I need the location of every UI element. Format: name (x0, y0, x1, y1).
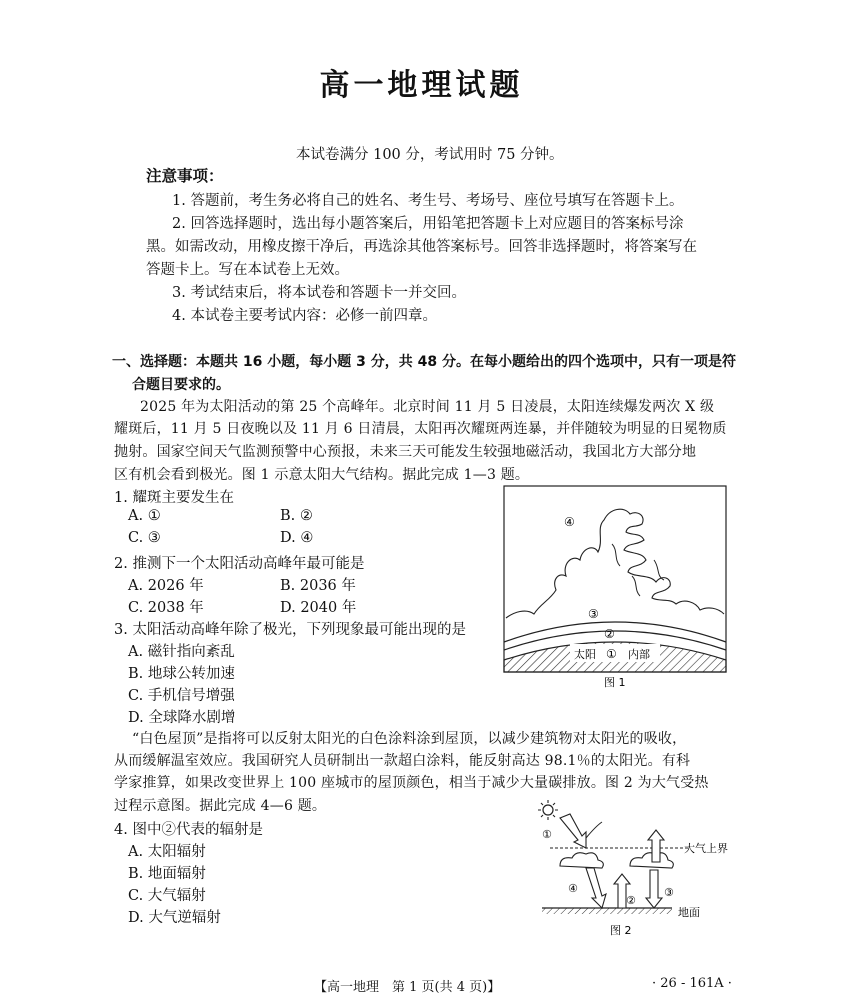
option-c: C. 手机信号增强 (128, 688, 235, 704)
option-b: B. 2036 年 (280, 578, 356, 594)
figure-2-atmosphere-heating (530, 796, 740, 938)
passage-line: “白色屋顶”是指将可以反射太阳光的白色涂料涂到屋顶，以减少建筑物对太阳光的吸收， (132, 731, 687, 747)
option-a: A. 太阳辐射 (128, 844, 206, 860)
label-atmosphere-top: 大气上界 (684, 842, 728, 855)
passage-line: 2025 年为太阳活动的第 25 个高峰年。北京时间 11 月 5 日凌晨，太阳连续爆发两次 X 级 (140, 399, 715, 415)
exam-intro: 本试卷满分 100 分，考试用时 75 分钟。 (296, 147, 564, 163)
section-heading: 一、选择题：本题共 16 小题，每小题 3 分，共 48 分。在每小题给出的四个选项中，只有一项是符 (112, 354, 736, 370)
option-b: B. 地面辐射 (128, 866, 206, 882)
label-1: ① (542, 828, 552, 841)
question-stem: 3. 太阳活动高峰年除了极光，下列现象最可能出现的是 (114, 622, 466, 638)
label-sun: 太阳 (574, 648, 596, 661)
notice-line: 4. 本试卷主要考试内容：必修一前四章。 (172, 308, 437, 324)
label-1: ① (606, 647, 617, 661)
label-3: ③ (588, 607, 599, 621)
page-title: 高一地理试题 (319, 68, 524, 103)
notice-line: 2. 回答选择题时，选出每小题答案后，用铅笔把答题卡上对应题目的答案标号涂 (172, 216, 684, 232)
notice-line: 1. 答题前，考生务必将自己的姓名、考生号、考场号、座位号填写在答题卡上。 (172, 193, 684, 209)
passage-line: 抛射。国家空间天气监测预警中心预报，未来三天可能发生较强地磁活动，我国北方大部分地 (114, 444, 697, 460)
label-2: ② (604, 627, 615, 641)
option-b: B. ② (280, 508, 313, 524)
question-stem: 4. 图中②代表的辐射是 (114, 822, 263, 838)
arrow-to-space (648, 830, 664, 862)
label-3: ③ (664, 886, 674, 899)
passage-line: 学家推算，如果改变世界上 100 座城市的屋顶颜色，相当于减少大量碳排放。图 2 为大气受热 (114, 775, 709, 791)
option-c: C. 大气辐射 (128, 888, 206, 904)
option-d: D. ④ (280, 530, 314, 546)
passage-line: 从而缓解温室效应。我国研究人员研制出一款超白涂料，能反射高达 98.1％的太阳光。有科 (114, 753, 691, 769)
figure-2-caption: 图 2 (610, 924, 632, 937)
arrow-solar-radiation (560, 814, 586, 848)
label-4: ④ (568, 882, 578, 895)
option-c: C. 2038 年 (128, 600, 204, 616)
notice-line: 答题卡上。写在本试卷上无效。 (146, 262, 349, 278)
cloud-left (560, 853, 603, 868)
option-d: D. 大气逆辐射 (128, 910, 221, 926)
question-stem: 2. 推测下一个太阳活动高峰年最可能是 (114, 556, 365, 572)
option-b: B. 地球公转加速 (128, 666, 235, 682)
section-heading-cont: 合题目要求的。 (132, 377, 230, 393)
sun-icon (538, 800, 558, 820)
option-a: A. 2026 年 (128, 578, 204, 594)
label-inner: 内部 (628, 648, 650, 661)
figure-1-sun-atmosphere (500, 484, 730, 690)
paper-code: · 26 - 161A · (652, 976, 732, 991)
question-stem: 1. 耀斑主要发生在 (114, 490, 234, 506)
label-4: ④ (564, 515, 575, 529)
option-d: D. 全球降水剧增 (128, 710, 236, 726)
option-a: A. 磁针指向紊乱 (128, 644, 235, 660)
label-2: ② (626, 894, 636, 907)
label-ground: 地面 (678, 906, 700, 919)
notice-line: 黑。如需改动，用橡皮擦干净后，再选涂其他答案标号。回答非选择题时，将答案写在 (146, 239, 697, 255)
option-a: A. ① (128, 508, 161, 524)
option-d: D. 2040 年 (280, 600, 357, 616)
ground-hatch (542, 908, 672, 914)
notice-heading: 注意事项： (146, 167, 224, 185)
notice-line: 3. 考试结束后，将本试卷和答题卡一并交回。 (172, 285, 466, 301)
arrow-reflection (586, 822, 602, 838)
figure-1-caption: 图 1 (604, 676, 626, 689)
arrow-4 (586, 868, 606, 908)
option-c: C. ③ (128, 530, 161, 546)
passage-line: 耀斑后，11 月 5 日夜晚以及 11 月 6 日清晨，太阳再次耀斑两连暴，并伴随较为明显的日冕物质 (114, 421, 727, 437)
page-footer: 【高一地理 第 1 页(共 4 页)】 (314, 980, 501, 995)
arrow-3 (646, 870, 662, 908)
passage-line: 过程示意图。据此完成 4—6 题。 (114, 798, 327, 814)
passage-line: 区有机会看到极光。图 1 示意太阳大气结构。据此完成 1—3 题。 (114, 467, 530, 483)
